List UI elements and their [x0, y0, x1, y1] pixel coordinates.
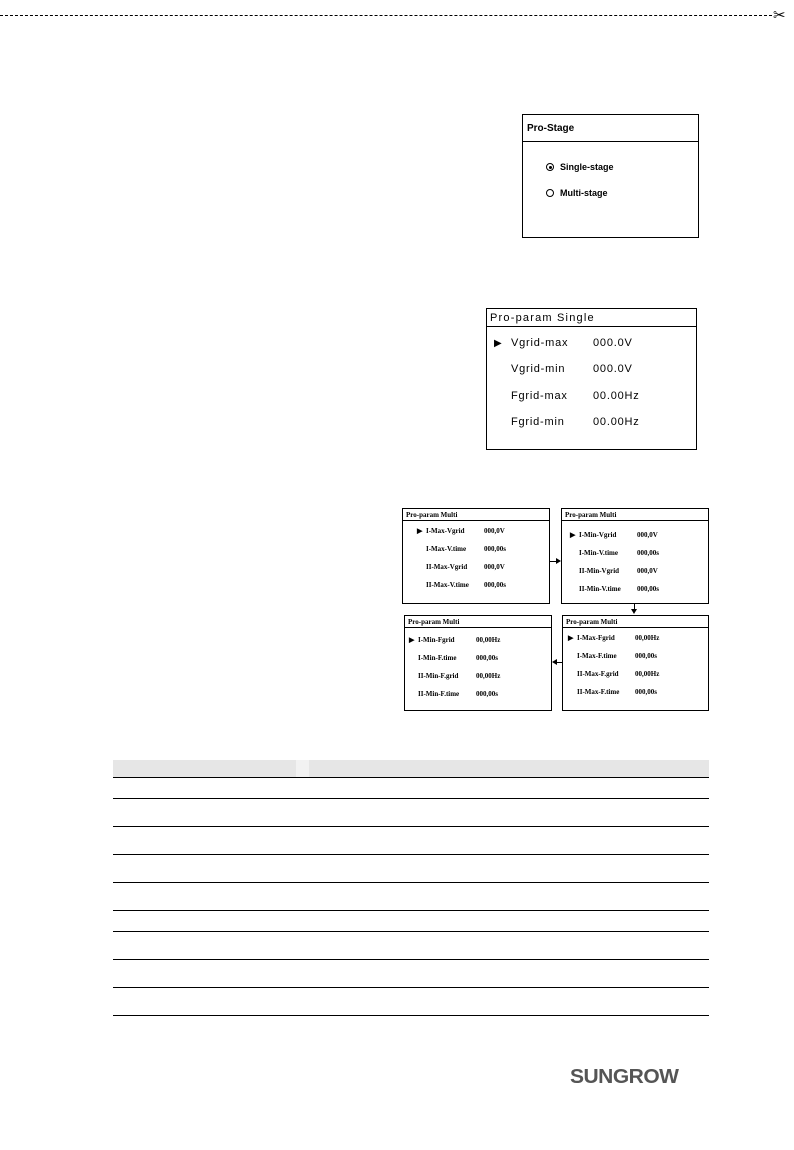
param-value: 000,00s [484, 581, 506, 589]
param-label: Vgrid-max [511, 337, 569, 349]
table-row-line [113, 959, 709, 960]
cursor-arrow-icon: ▶ [417, 527, 423, 535]
param-row[interactable] [568, 634, 659, 642]
radio-empty-icon[interactable] [546, 189, 554, 197]
param-value: 00,00Hz [635, 634, 660, 642]
param-label: I-Max-Vgrid [426, 527, 465, 535]
param-value: 000,00s [635, 652, 657, 660]
flow-line-4-to-3 [557, 662, 562, 663]
param-row[interactable] [409, 690, 498, 698]
param-row-fgrid-max[interactable] [494, 390, 640, 402]
cursor-arrow-icon: ▶ [409, 636, 415, 644]
param-value: 000,0V [637, 567, 658, 575]
param-row[interactable] [568, 688, 657, 696]
param-label: I-Min-V.time [579, 549, 618, 557]
param-row[interactable] [409, 636, 500, 644]
table-row-line [113, 910, 709, 911]
param-label: Fgrid-min [511, 416, 565, 428]
pro-param-multi-panel-1 [402, 508, 550, 604]
option-single-stage[interactable] [546, 162, 614, 172]
param-label: Fgrid-max [511, 390, 568, 402]
param-row-vgrid-min[interactable] [494, 363, 633, 375]
param-label: I-Min-F.time [418, 654, 457, 662]
param-value: 000.0V [593, 337, 633, 349]
pro-param-multi-title: Pro-param Multi [403, 509, 549, 521]
param-row[interactable] [409, 672, 500, 680]
pro-param-single-title: Pro-param Single [487, 309, 696, 327]
param-row[interactable] [570, 567, 658, 575]
cursor-arrow-icon: ▶ [494, 338, 503, 349]
param-row[interactable] [417, 545, 506, 553]
param-label: I-Max-F.time [577, 652, 617, 660]
param-label: II-Max-F.grid [577, 670, 619, 678]
param-value: 000,0V [637, 531, 658, 539]
param-row-vgrid-max[interactable] [494, 337, 633, 349]
table-row-line [113, 798, 709, 799]
option-multi-stage[interactable] [546, 188, 608, 198]
param-row[interactable] [409, 654, 498, 662]
param-label: II-Max-F.time [577, 688, 620, 696]
table-row-line [113, 882, 709, 883]
param-row[interactable] [417, 581, 506, 589]
param-row[interactable] [417, 563, 505, 571]
radio-selected-icon[interactable] [546, 163, 554, 171]
arrow-down-icon [631, 609, 637, 614]
param-row[interactable] [568, 670, 659, 678]
param-value: 000,00s [476, 690, 498, 698]
param-row[interactable] [570, 585, 659, 593]
param-row[interactable] [570, 549, 659, 557]
pro-param-multi-title: Pro-param Multi [562, 509, 708, 521]
pro-stage-panel [522, 114, 699, 238]
table-bottom-line [113, 1015, 709, 1016]
param-value: 000,00s [476, 654, 498, 662]
param-value: 00.00Hz [593, 390, 640, 402]
param-label: II-Max-V.time [426, 581, 469, 589]
param-label: I-Max-Fgrid [577, 634, 615, 642]
param-label: I-Min-Fgrid [418, 636, 455, 644]
pro-param-multi-title: Pro-param Multi [405, 616, 551, 628]
option-label: Single-stage [560, 162, 614, 172]
param-value: 000,0V [484, 527, 505, 535]
param-value: 00,00Hz [635, 670, 660, 678]
cursor-arrow-icon: ▶ [568, 634, 574, 642]
param-label: II-Min-F.grid [418, 672, 459, 680]
param-row-fgrid-min[interactable] [494, 416, 640, 428]
cut-line [0, 15, 772, 16]
table-row-line [113, 987, 709, 988]
param-label: II-Min-Vgrid [579, 567, 620, 575]
pro-stage-title: Pro-Stage [523, 115, 698, 142]
param-value: 000,00s [637, 549, 659, 557]
pro-param-multi-title: Pro-param Multi [563, 616, 708, 628]
param-value: 000,0V [484, 563, 505, 571]
param-value: 00.00Hz [593, 416, 640, 428]
pro-param-multi-panel-2 [561, 508, 709, 604]
table-row-line [113, 826, 709, 827]
arrow-right-icon [556, 558, 561, 564]
param-value: 000,00s [484, 545, 506, 553]
param-value: 000.0V [593, 363, 633, 375]
param-row[interactable] [570, 531, 658, 539]
param-row[interactable] [417, 527, 505, 535]
param-label: I-Max-V.time [426, 545, 467, 553]
param-value: 00,00Hz [476, 636, 501, 644]
param-value: 00,00Hz [476, 672, 501, 680]
table-row-line [113, 854, 709, 855]
param-label: II-Min-V.time [579, 585, 621, 593]
param-row[interactable] [568, 652, 657, 660]
table-header-divider [296, 760, 309, 777]
scissors-icon: ✂ [773, 6, 786, 24]
option-label: Multi-stage [560, 188, 608, 198]
table-header [113, 760, 709, 778]
sungrow-logo: SUNGROW [570, 1066, 679, 1088]
param-label: II-Max-Vgrid [426, 563, 468, 571]
param-label: I-Min-Vgrid [579, 531, 617, 539]
pro-param-single-panel [486, 308, 697, 450]
param-label: II-Min-F.time [418, 690, 460, 698]
pro-param-multi-panel-3 [404, 615, 552, 711]
cursor-arrow-icon: ▶ [570, 531, 576, 539]
param-label: Vgrid-min [511, 363, 566, 375]
param-value: 000,00s [637, 585, 659, 593]
pro-param-multi-panel-4 [562, 615, 709, 711]
table-row-line [113, 931, 709, 932]
param-value: 000,00s [635, 688, 657, 696]
